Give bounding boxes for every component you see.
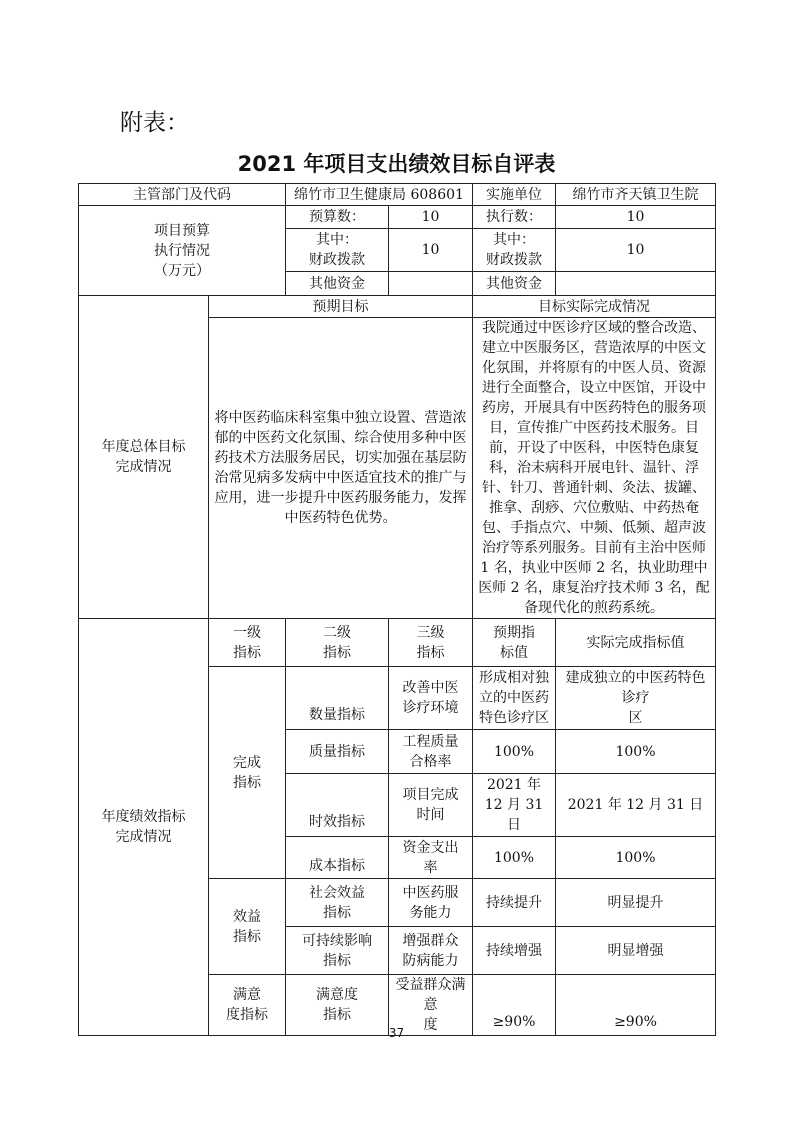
page-title: 2021 年项目支出绩效目标自评表 [237, 152, 556, 176]
cost-indicator: 成本指标 [286, 837, 389, 879]
unit-value: 绵竹市齐天镇卫生院 [556, 184, 716, 206]
level1-header: 一级 指标 [209, 619, 286, 667]
quality-actual: 100% [556, 730, 716, 774]
expected-goal-header: 预期目标 [209, 296, 473, 318]
actual-value-header: 实际完成指标值 [556, 619, 716, 667]
quantity-actual: 建成独立的中医药特色诊疗 区 [556, 667, 716, 730]
quantity-level3: 改善中医 诊疗环境 [389, 667, 473, 730]
budget-label: 项目预算 执行情况 （万元） [79, 206, 286, 296]
benefit-indicator-label: 效益 指标 [209, 879, 286, 975]
budget-amount-label: 预算数： [286, 206, 389, 229]
level2-header: 二级 指标 [286, 619, 389, 667]
fiscal-value-executed: 10 [556, 229, 716, 272]
expected-goal-text: 将中医药临床科室集中独立设置、营造浓郁的中医药文化氛围、综合使用多种中医药技术方法服务居民，切实加强在基层防治常见病多发病中中医适宜技术的推广与应用，进一步提升中医药服务能力，发挥中医药特色优势。 [209, 318, 473, 619]
sustainable-impact-expected: 持续增强 [473, 927, 556, 975]
cost-actual: 100% [556, 837, 716, 879]
quality-expected: 100% [473, 730, 556, 774]
other-funds-label-executed: 其他资金 [473, 272, 556, 296]
social-benefit-level3: 中医药服 务能力 [389, 879, 473, 927]
completion-indicator-label: 完成 指标 [209, 667, 286, 879]
cost-level3: 资金支出 率 [389, 837, 473, 879]
actual-completion-header: 目标实际完成情况 [473, 296, 716, 318]
indicators-label: 年度绩效指标 完成情况 [79, 619, 209, 1036]
satisfaction-indicator: 满意度 指标 [286, 975, 389, 1036]
satisfaction-indicator-label: 满意 度指标 [209, 975, 286, 1036]
evaluation-table [78, 183, 716, 1036]
executed-amount-value: 10 [556, 206, 716, 229]
expected-value-header: 预期指 标值 [473, 619, 556, 667]
budget-amount-value: 10 [389, 206, 473, 229]
satisfaction-expected: ≥90% [473, 975, 556, 1036]
annual-goal-label: 年度总体目标 完成情况 [79, 296, 209, 619]
sustainable-impact-level3: 增强群众 防病能力 [389, 927, 473, 975]
timeliness-indicator: 时效指标 [286, 774, 389, 837]
fiscal-label-executed: 其中： 财政拨款 [473, 229, 556, 272]
fiscal-value: 10 [389, 229, 473, 272]
dept-value: 绵竹市卫生健康局 608601 [286, 184, 473, 206]
satisfaction-actual: ≥90% [556, 975, 716, 1036]
actual-completion-text: 我院通过中医诊疗区域的整合改造、建立中医服务区，营造浓厚的中医文化氛围，并将原有的中医人员、资源进行全面整合，设立中医馆，开设中药房，开展具有中医药特色的服务项目，宣传推广中医药技术服务。目前，开设了中医科，中医特色康复科，治未病科开展电针、温针、浮针、针刀、普通针刺、灸法、拔罐、推拿、刮痧、穴位敷贴、中药热奄包、手指点穴、中频、低频、超声波治疗等系列服务。目前有主治中医师 1 名，执业中医师 2 名，执业助理中医师 2 名，康复治疗技术师 3 名，配备现代化的煎药系统。 [473, 318, 716, 619]
level3-header: 三级 指标 [389, 619, 473, 667]
other-funds-label: 其他资金 [286, 272, 389, 296]
dept-label: 主管部门及代码 [79, 184, 286, 206]
timeliness-level3: 项目完成 时间 [389, 774, 473, 837]
quality-indicator: 质量指标 [286, 730, 389, 774]
other-funds-value [389, 272, 473, 296]
timeliness-expected: 2021 年 12 月 31 日 [473, 774, 556, 837]
quantity-expected: 形成相对独 立的中医药 特色诊疗区 [473, 667, 556, 730]
timeliness-actual: 2021 年 12 月 31 日 [556, 774, 716, 837]
social-benefit-expected: 持续提升 [473, 879, 556, 927]
other-funds-value-executed [556, 272, 716, 296]
quantity-indicator: 数量指标 [286, 667, 389, 730]
unit-label: 实施单位 [473, 184, 556, 206]
executed-amount-label: 执行数： [473, 206, 556, 229]
sustainable-impact-indicator: 可持续影响 指标 [286, 927, 389, 975]
page-number: 37 [388, 1026, 405, 1040]
fiscal-label: 其中： 财政拨款 [286, 229, 389, 272]
appendix-label: 附表： [120, 110, 189, 136]
sustainable-impact-actual: 明显增强 [556, 927, 716, 975]
quality-level3: 工程质量 合格率 [389, 730, 473, 774]
cost-expected: 100% [473, 837, 556, 879]
satisfaction-level3: 受益群众满意 度 [389, 975, 473, 1036]
social-benefit-indicator: 社会效益 指标 [286, 879, 389, 927]
social-benefit-actual: 明显提升 [556, 879, 716, 927]
